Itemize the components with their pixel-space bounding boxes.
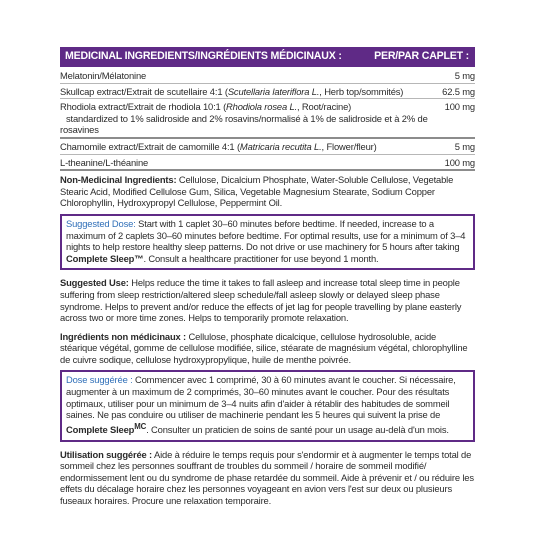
brand-name-text: Complete Sleep — [66, 423, 135, 435]
suggested-dose-en-box — [60, 214, 475, 270]
supplement-facts-panel — [60, 47, 475, 511]
ingredient-name — [60, 141, 455, 153]
section-text: . Consult a healthcare practitioner for use beyond 1 month. — [143, 252, 379, 264]
section-text: Cellulose, phosphate dicalcique, cellulose hydrosoluble, acide stéarique végétal, gomme de cellulose modifiée, silice, stéarate de magnésium végétal, chlorophylline de cuivre sodique, cellulose hydroxypropylique, huile de menthe poivrée. — [60, 330, 468, 365]
section-label: Ingrédients non médicinaux : — [60, 330, 187, 342]
ingredient-name: L-theanine/L-théanine — [60, 156, 149, 168]
non-medicinal-ingredients-en — [60, 171, 475, 213]
ingredient-row — [60, 99, 475, 139]
ingredient-latin-name: Rhodiola rosea L. — [226, 101, 297, 113]
brand-mark: MC — [134, 421, 147, 431]
brand-name: Complete Sleep™ — [66, 252, 144, 264]
ingredient-amount: 62.5 mg — [442, 85, 475, 97]
ingredient-name-text: Rhodiola extract/Extrait de rhodiola 10:1 ( — [60, 101, 227, 113]
ingredient-latin-name: Matricaria recutita L. — [239, 140, 322, 152]
ingredient-standardization: standardized to 1% salidroside and 2% rosavins/normalisé à 1% de salidroside et à 2% de rosavines — [60, 112, 428, 136]
ingredient-amount: 100 mg — [444, 156, 475, 168]
brand-name — [66, 421, 147, 435]
ingredient-name-text: Chamomile extract/Extrait de camomille 4:1 ( — [60, 140, 240, 152]
ingredient-name-part: , Flower/fleur) — [321, 140, 377, 152]
ingredient-name-part: , Herb top/sommités) — [319, 85, 404, 97]
ingredient-name: Melatonin/Mélatonine — [60, 70, 147, 81]
ingredient-row — [60, 139, 475, 155]
section-text: Commencer avec 1 comprimé, 30 à 60 minutes avant le coucher. Si nécessaire, augmenter à un maximum de 2 comprimés, 30–60 minutes avant le coucher. Pour des résultats optimaux, utiliser pour un minimum de 3–4 nuits afin d'aider à rétablir des habitudes de sommeil saines. Ne pas conduire ou utiliser de machinerie pendant les 5 heures qui suivent la prise de — [66, 374, 456, 421]
ingredient-row — [60, 155, 475, 172]
ingredient-latin-name: Scutellaria lateriflora L. — [227, 85, 320, 97]
ingredient-name — [60, 86, 442, 98]
header-title: MEDICINAL INGREDIENTS/INGRÉDIENTS MÉDICINAUX : — [65, 50, 342, 63]
section-text: Helps reduce the time it takes to fall asleep and increase total sleep time in people suffering from sleep restriction/altered sleep schedule/fall asleep slowly or delayed sleep phase syndrome. Helps to prevent and/or reduce the effects of jet lag for people travelling by plane easterly across two or more time zones. Helps to temporarily promote relaxation. — [60, 277, 462, 324]
ingredient-amount: 5 mg — [454, 140, 475, 152]
section-label: Suggested Dose: — [66, 217, 136, 229]
ingredient-amount: 100 mg — [444, 101, 475, 113]
ingredient-name-text: Skullcap extract/Extrait de scutellaire 4:1 ( — [60, 85, 228, 97]
ingredient-row — [60, 84, 475, 100]
section-label: Non-Medicinal Ingredients: — [60, 174, 177, 186]
section-text: Aide à réduire le temps requis pour s'endormir et à augmenter le temps total de sommeil chez les personnes souffrant de troubles du sommeil / horaire de sommeil modifié/ endormissement lent ou du syndrome de phase retardée du sommeil. Aide à prévenir et / ou réduire les effets du décalage horaire chez les personnes voyageant en avion vers l'est sur deux ou plusieurs fuseaux horaires. Procure une relaxation temporaire. — [60, 448, 474, 506]
section-label: Dose suggérée : — [66, 374, 133, 386]
suggested-use-fr — [60, 446, 475, 511]
ingredients-header — [60, 47, 475, 67]
ingredient-row — [60, 67, 475, 84]
section-text: Cellulose, Dicalcium Phosphate, Water-Soluble Cellulose, Vegetable Stearic Acid, Modified Cellulose Gum, Silica, Vegetable Magnesium Stearate, Sodium Copper Chlorophyllin, Hydroxypropyl Cellulose, Peppermint Oil. — [60, 174, 454, 209]
suggested-use-en — [60, 274, 475, 327]
ingredient-amount: 5 mg — [454, 70, 475, 81]
non-medicinal-ingredients-fr — [60, 328, 475, 370]
ingredient-name — [60, 101, 445, 136]
header-per-caplet: PER/PAR CAPLET : — [374, 50, 469, 63]
section-text: Start with 1 caplet 30–60 minutes before bedtime. If needed, increase to a maximum of 2 caplets 30–60 minutes before bedtime. For optimal results, use for a minimum of 3–4 nights to help restore healthy sleep patterns. Do not drive or use machinery for 5 hours after taking — [66, 217, 466, 253]
section-label: Utilisation suggérée : — [60, 448, 153, 460]
section-label: Suggested Use: — [60, 277, 129, 289]
ingredient-name-part: , Root/racine) — [296, 101, 352, 113]
suggested-dose-fr-box — [60, 370, 475, 441]
section-text: . Consulter un praticien de soins de santé pour un usage au-delà d'un mois. — [146, 423, 449, 435]
